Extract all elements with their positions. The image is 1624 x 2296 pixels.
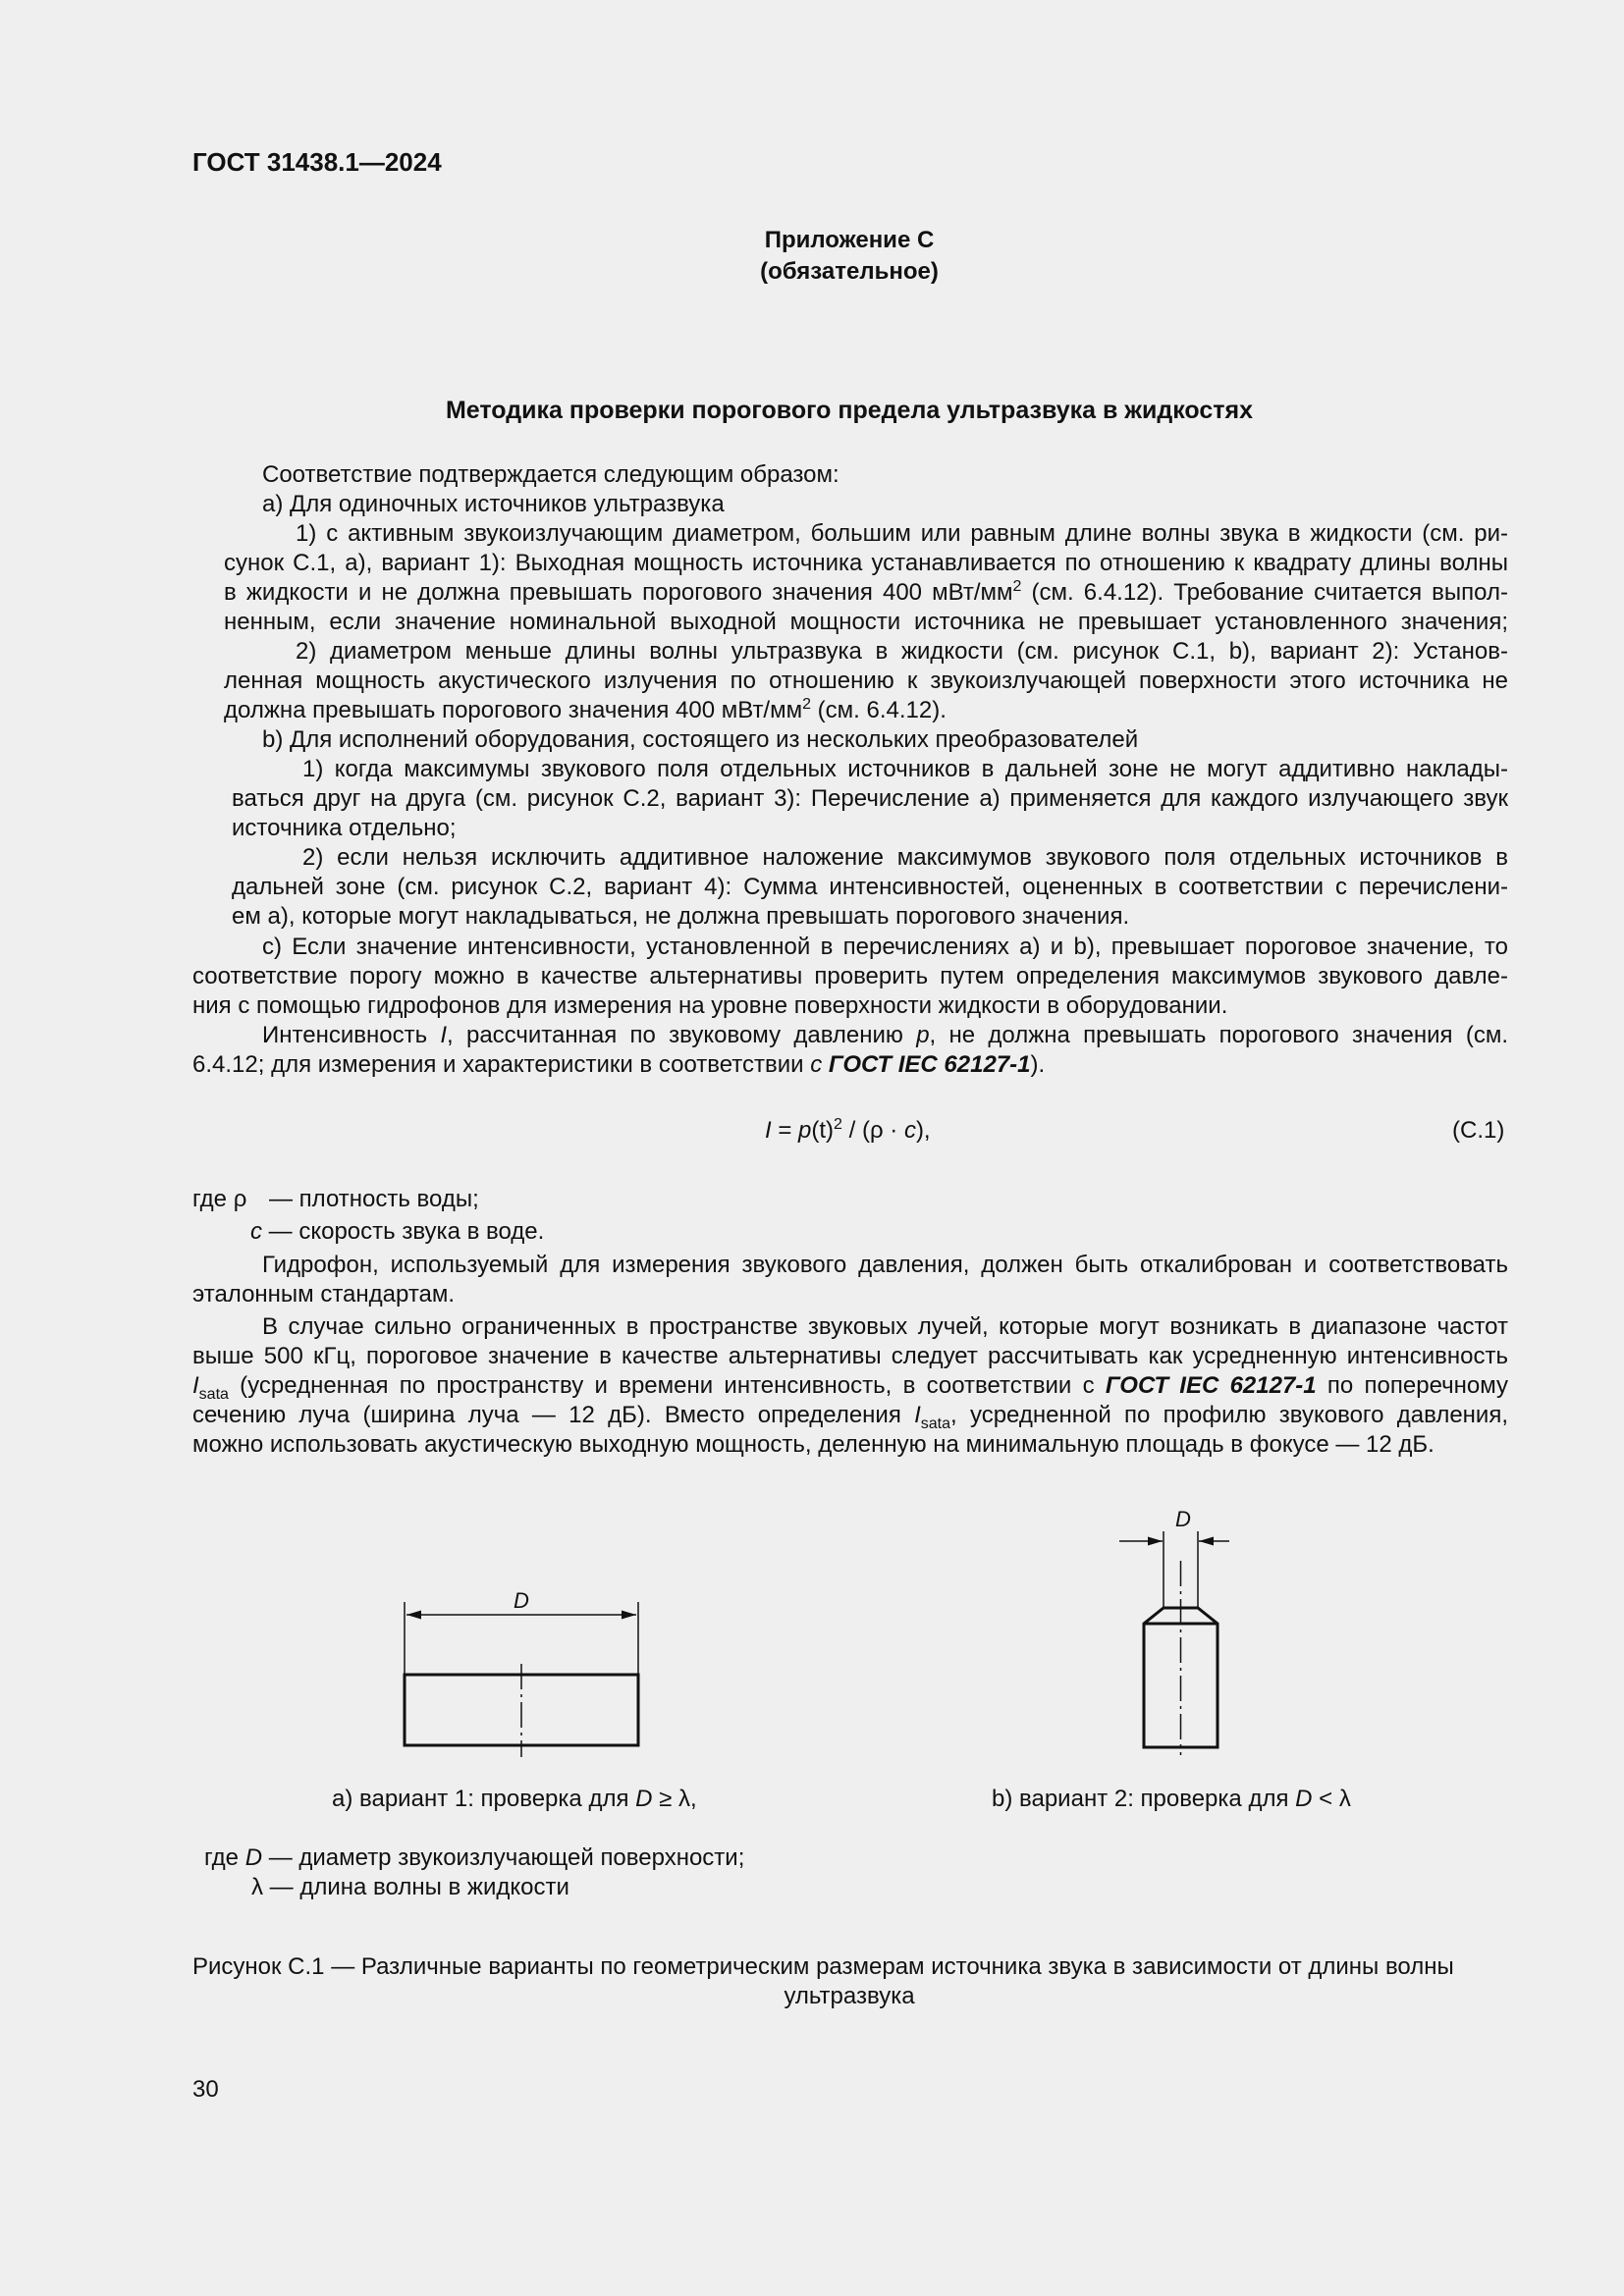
annex-status: (обязательное) xyxy=(760,258,939,285)
paragraph-line: можно использовать акустическую выходную мощность, деленную на минимальную площадь в фокусе — 12 дБ. xyxy=(192,1431,1435,1458)
paragraph-line: ленная мощность акустического излучения по отношению к звукоизлучающей поверхности этого источника не xyxy=(224,667,1508,694)
list-item-a: а) Для одиночных источников ультразвука xyxy=(262,491,725,517)
paragraph-line: выше 500 кГц, пороговое значение в качестве альтернативы следует рассчитывать как усредненную интенсивность xyxy=(192,1343,1508,1369)
figure-variant-1-drawing xyxy=(393,1571,658,1777)
figure-legend-d: где D — диаметр звукоизлучающей поверхности; xyxy=(204,1844,745,1871)
figure-variant-2-drawing xyxy=(1119,1502,1247,1757)
paragraph-line: 1) с активным звукоизлучающим диаметром, большим или равным длине волны звука в жидкости (см. ри- xyxy=(296,520,1508,547)
standard-reference: ГОСТ IEC 62127-1 xyxy=(828,1051,1031,1078)
figure-title: Рисунок С.1 — Различные варианты по геометрическим размерам источника звука в зависимости от длины волны xyxy=(192,1953,1454,1980)
paragraph-line: должна превышать порогового значения 400 мВт/$мм^2$ (см. 6.4.12). xyxy=(224,696,947,723)
figure-caption-b: b) вариант 2: проверка для D < λ xyxy=(992,1786,1351,1812)
paragraph-line: ем а), которые могут накладываться, не должна превышать порогового значения. xyxy=(232,903,1130,930)
figure-legend-lambda: λ — длина волны в жидкости xyxy=(251,1874,569,1900)
paragraph-line: 1) когда максимумы звукового поля отдельных источников в дальней зоне не могут аддитивно наклады- xyxy=(302,756,1508,782)
page-number: 30 xyxy=(192,2076,219,2103)
document-header: ГОСТ 31438.1—2024 xyxy=(192,147,442,177)
paragraph-line: эталонным стандартам. xyxy=(192,1281,456,1308)
list-item-b: b) Для исполнений оборудования, состоящего из нескольких преобразователей xyxy=(262,726,1139,753)
figure-caption-a: а) вариант 1: проверка для D ≥ λ, xyxy=(332,1786,697,1812)
paragraph-line: дальней зоне (см. рисунок С.2, вариант 4): Сумма интенсивностей, оцененных в соответствии с перечислени- xyxy=(232,874,1508,900)
paragraph-line: ния с помощью гидрофонов для измерения на уровне поверхности жидкости в оборудовании. xyxy=(192,992,1228,1019)
formula: $I = p(t)^2 / (\rho \cdot c)$, xyxy=(765,1116,931,1144)
paragraph-line: сунок С.1, а), вариант 1): Выходная мощность источника устанавливается по отношению к квадрату длины волны xyxy=(224,550,1508,576)
paragraph-line: источника отдельно; xyxy=(232,815,457,841)
paragraph-line: ваться друг на друга (см. рисунок С.2, вариант 3): Перечисление а) применяется для каждого излучающего звук xyxy=(232,785,1508,812)
paragraph-line: 2) диаметром меньше длины волны ультразвука в жидкости (см. рисунок С.1, b), вариант 2): Установ- xyxy=(296,638,1508,665)
standard-reference: ГОСТ IEC 62127-1 xyxy=(1105,1372,1317,1399)
formula-number: (С.1) xyxy=(1452,1117,1505,1144)
paragraph-line: Соответствие подтверждается следующим образом: xyxy=(262,461,839,488)
paragraph-line: В случае сильно ограниченных в пространстве звуковых лучей, которые могут возникать в диапазоне частот xyxy=(262,1313,1508,1340)
dimension-label-d: D xyxy=(1175,1507,1191,1531)
paragraph-line: ненным, если значение номинальной выходной мощности источника не превышает установленного значения; xyxy=(224,609,1508,635)
paragraph-line: Интенсивность I, рассчитанная по звуковому давлению p, не должна превышать порогового значения (см. xyxy=(262,1022,1508,1048)
list-item-c: с) Если значение интенсивности, установленной в перечислениях а) и b), превышает пороговое значение, то xyxy=(262,934,1508,960)
paragraph-line: в жидкости и не должна превышать порогового значения 400 мВт/$мм^2$ (см. 6.4.12). Требование считается выпол- xyxy=(224,578,1508,606)
paragraph-line: сечению луча (ширина луча — 12 дБ). Вместо определения $I_{sata}$, усредненной по профилю звукового давления, xyxy=(192,1402,1509,1432)
paragraph-line: 2) если нельзя исключить аддитивное наложение максимумов звукового поля отдельных источников в xyxy=(302,844,1508,871)
paragraph-line: Гидрофон, используемый для измерения звукового давления, должен быть откалиброван и соответствовать xyxy=(262,1252,1508,1278)
paragraph-line: 6.4.12; для измерения и характеристики в соответствии с ГОСТ IEC 62127-1). xyxy=(192,1051,1046,1078)
paragraph-line: соответствие порогу можно в качестве альтернативы проверить путем определения максимумов звукового давле- xyxy=(192,963,1508,989)
where-c: с — скорость звука в воде. xyxy=(250,1218,545,1245)
dimension-label-d: D xyxy=(514,1588,529,1613)
paragraph-line: $I_{sata}$ (усредненная по пространству и времени интенсивность, в соответствии с ГОСТ IEC 62127-1 по поперечному xyxy=(192,1372,1508,1403)
section-title: Методика проверки порогового предела ультразвука в жидкостях xyxy=(445,397,1254,424)
figure-title-continued: ультразвука xyxy=(784,1983,915,2009)
where-rho-desc: — плотность воды; xyxy=(269,1186,479,1212)
annex-title: Приложение С xyxy=(764,227,935,253)
where-rho: где ρ xyxy=(192,1186,247,1212)
